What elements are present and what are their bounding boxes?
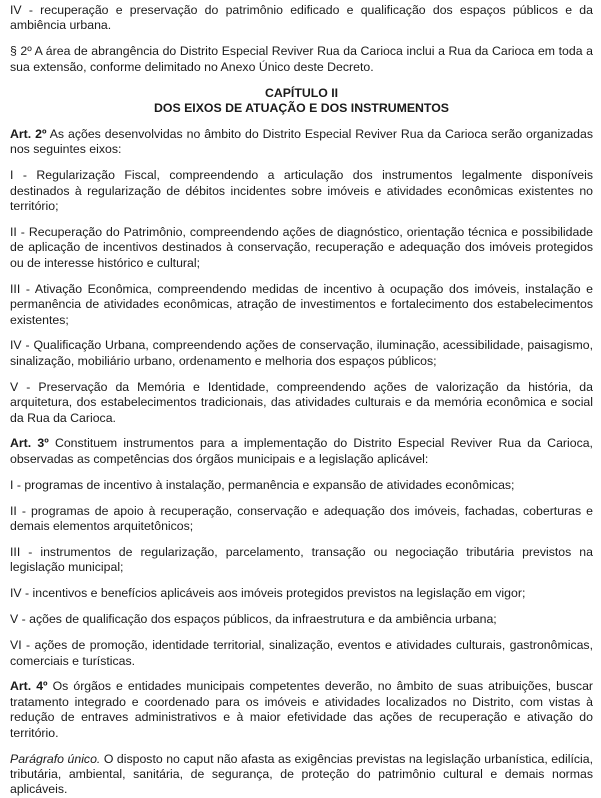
art2-item: I - Regularização Fiscal, compreendendo a articulação dos instrumentos legalmente disponíveis destinados à regularização de débitos incidentes sobre imóveis e atividades econômicas existentes no território;: [10, 168, 593, 214]
art3-item: VI - ações de promoção, identidade territorial, sinalização, eventos e atividades culturais, gastronômicas, comerciais e turísticas.: [10, 638, 593, 668]
art2-item: IV - Qualificação Urbana, compreendendo ações de conservação, iluminação, acessibilidade, paisagismo, sinalização, mobiliário urbano, ordenamento e melhoria dos espaços públicos;: [10, 338, 593, 368]
art2-item: II - Recuperação do Patrimônio, compreendendo ações de diagnóstico, orientação técnica e possibilidade de aplicação de incentivos destinados à conservação, recuperação e adequação dos imóveis protegidos ou de interesse histórico e cultural;: [10, 224, 593, 270]
art2-label: Art. 2º: [10, 126, 47, 141]
art3-item: II - programas de apoio à recuperação, conservação e adequação dos imóveis, fachadas, coberturas e demais elementos arquitetônicos;: [10, 503, 593, 534]
paragrafo-unico-text: O disposto no caput não afasta as exigências previstas na legislação urbanística, edilícia, tributária, ambiental, sanitária, de segurança, de proteção do patrimônio cultural e demais normas aplicáveis.: [10, 751, 593, 797]
art3-text: Constituem instrumentos para a implementação do Distrito Especial Reviver Rua da Carioca, observadas as competências dos órgãos municipais e a legislação aplicável:: [10, 436, 593, 466]
paragrafo-unico-label: Parágrafo único.: [10, 751, 101, 766]
art2-text: As ações desenvolvidas no âmbito do Distrito Especial Reviver Rua da Carioca serão organizadas nos seguintes eixos:: [10, 126, 593, 157]
art2-caput: [10, 127, 593, 158]
art2-item: III - Ativação Econômica, compreendendo medidas de incentivo à ocupação dos imóveis, instalação e permanência de atividades econômicas, atração de investimentos e fortalecimento dos estabelecimentos existentes;: [10, 281, 593, 327]
art3-label: Art. 3º: [10, 436, 49, 451]
paragrafo-unico: [10, 752, 593, 798]
chapter-title: DOS EIXOS DE ATUAÇÃO E DOS INSTRUMENTOS: [154, 101, 449, 116]
chapter-heading: [10, 86, 593, 117]
art3-item: V - ações de qualificação dos espaços públicos, da infraestrutura e da ambiência urbana;: [10, 612, 497, 627]
art2-item: V - Preservação da Memória e Identidade, compreendendo ações de valorização da história, da arquitetura, dos estabelecimentos tradicionais, das atividades culturais e da memória econômica e social da Rua da Carioca.: [10, 379, 593, 425]
art4-text: Os órgãos e entidades municipais competentes deverão, no âmbito de suas atribuições, buscar tratamento integrado e coordenado para os imóveis e atividades localizados no Distrito, com vistas à redução de entraves administrativos e à maior efetividade das ações de recuperação e ativação do território.: [10, 679, 593, 740]
chapter-number: CAPÍTULO II: [264, 85, 339, 100]
art3-caput: [10, 436, 593, 467]
paragrafo-2-art1: § 2º A área de abrangência do Distrito Especial Reviver Rua da Carioca inclui a Rua da Carioca em toda a sua extensão, conforme delimitado no Anexo Único deste Decreto.: [10, 44, 593, 74]
art3-item: III - instrumentos de regularização, parcelamento, transação ou negociação tributária previstos na legislação municipal;: [10, 544, 593, 575]
art4-label: Art. 4º: [10, 679, 48, 694]
art3-item: I - programas de incentivo à instalação, permanência e expansão de atividades econômicas;: [10, 477, 515, 492]
art3-item: IV - incentivos e benefícios aplicáveis aos imóveis protegidos previstos na legislação em vigor;: [10, 586, 526, 601]
inciso-iv-art1: IV - recuperação e preservação do patrimônio edificado e qualificação dos espaços públicos e da ambiência urbana.: [10, 3, 593, 33]
art4-caput: [10, 679, 593, 741]
